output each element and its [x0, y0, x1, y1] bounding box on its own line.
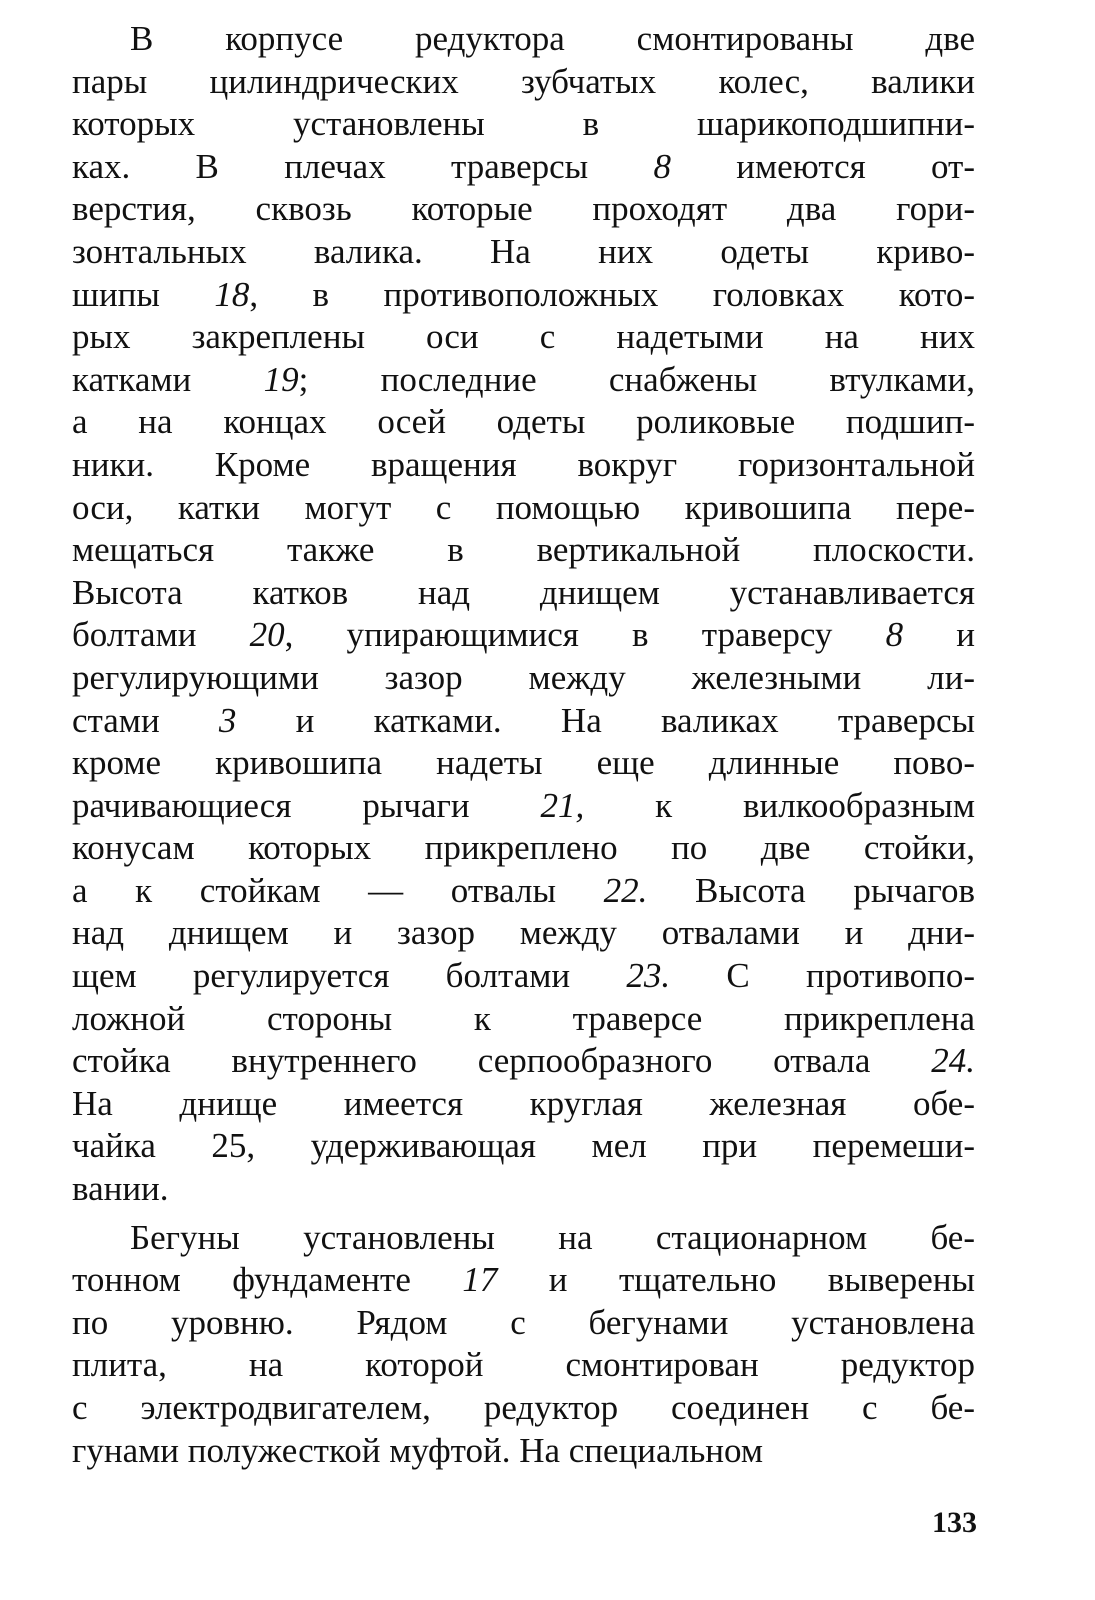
text-run: болтами	[72, 615, 250, 655]
figure-reference: 21,	[540, 785, 585, 825]
text-line	[72, 1217, 975, 1260]
text-run: верстия, сквозь которые проходят два гори-	[72, 189, 975, 229]
text-line	[72, 614, 975, 657]
text-run: С противопо-	[670, 956, 975, 996]
figure-reference: 23.	[626, 956, 671, 996]
figure-reference: 3	[218, 700, 237, 740]
text-run: рачивающиеся рычаги	[72, 785, 541, 825]
text-line	[72, 998, 975, 1041]
text-line	[72, 1168, 975, 1211]
text-line	[72, 401, 975, 444]
text-run: щем регулируется болтами	[72, 956, 627, 996]
text-line	[72, 785, 975, 828]
text-run: которых установлены в шарикоподшипни-	[72, 104, 975, 144]
text-run: с электродвигателем, редуктор соединен с бе-	[72, 1388, 975, 1427]
text-run: ники. Кроме вращения вокруг горизонтальной	[72, 444, 975, 484]
figure-reference: 19	[263, 359, 299, 399]
text-line	[72, 18, 975, 61]
text-line	[72, 1344, 975, 1387]
text-run: шипы	[72, 274, 215, 314]
figure-reference: 18	[214, 274, 250, 314]
text-run: чайка 25, удерживающая мел при перемеши-	[72, 1126, 975, 1166]
text-run: стойка внутреннего серпообразного отвала	[72, 1041, 932, 1081]
text-run: кроме кривошипа надеты еще длинные пово-	[72, 743, 975, 783]
figure-reference: 8	[885, 615, 904, 655]
text-line	[72, 572, 975, 615]
text-run: Высота катков над днищем устанавливается	[72, 572, 975, 612]
paragraph	[72, 1217, 975, 1473]
text-line	[72, 827, 975, 870]
text-line	[72, 912, 975, 955]
text-run: пары цилиндрических зубчатых колес, валики	[72, 61, 975, 101]
text-line	[72, 61, 975, 104]
text-line	[72, 103, 975, 146]
text-run: оси, катки могут с помощью кривошипа пере-	[72, 487, 975, 527]
text-line	[72, 870, 975, 913]
text-run: Высота рычагов	[647, 870, 975, 910]
text-run: мещаться также в вертикальной плоскости.	[72, 530, 975, 570]
text-line	[72, 657, 975, 700]
text-body	[72, 18, 975, 1472]
text-run: и	[903, 615, 975, 655]
text-run: регулирующими зазор между железными ли-	[72, 657, 975, 697]
text-line	[72, 1387, 975, 1430]
figure-reference: 22.	[603, 870, 648, 910]
text-run: плита, на которой смонтирован редуктор	[72, 1345, 975, 1385]
text-run: , упирающимися в траверсу	[284, 615, 886, 655]
text-run: В корпусе редуктора смонтированы две	[130, 19, 975, 58]
figure-reference: 24.	[931, 1041, 975, 1081]
text-run: а к стойкам — отвалы	[72, 870, 604, 910]
text-run: тонном фундаменте	[72, 1260, 463, 1300]
text-line	[72, 316, 975, 359]
text-line	[72, 1302, 975, 1345]
paragraph	[72, 18, 975, 1211]
text-run: катками	[72, 359, 264, 399]
text-run: и катками. На валиках траверсы	[236, 700, 975, 740]
text-run: вании.	[72, 1169, 169, 1209]
text-line	[72, 231, 975, 274]
text-line	[72, 487, 975, 530]
text-line	[72, 742, 975, 785]
text-line	[72, 359, 975, 402]
figure-reference: 20	[249, 615, 285, 655]
text-run: конусам которых прикреплено по две стойки,	[72, 828, 975, 868]
figure-reference: 8	[653, 146, 671, 186]
text-line	[72, 146, 975, 189]
text-run: На днище имеется круглая железная обе-	[72, 1083, 975, 1123]
text-line	[72, 529, 975, 572]
book-page	[72, 18, 975, 1472]
text-run: ; последние снабжены втулками,	[298, 359, 975, 399]
text-run: к вилкообразным	[584, 785, 975, 825]
text-line	[72, 700, 975, 743]
text-line	[72, 188, 975, 231]
text-run: гунами полужесткой муфтой. На специальном	[72, 1430, 764, 1470]
text-run: ках. В плечах траверсы	[72, 146, 654, 186]
text-run: ложной стороны к траверсе прикреплена	[72, 998, 975, 1038]
page-number: 133	[932, 1506, 977, 1539]
text-line	[72, 955, 975, 998]
text-run: Бегуны установлены на стационарном бе-	[130, 1217, 975, 1257]
text-line	[72, 274, 975, 317]
text-run: над днищем и зазор между отвалами и дни-	[72, 913, 975, 953]
text-line	[72, 1430, 975, 1473]
text-run: по уровню. Рядом с бегунами установлена	[72, 1302, 975, 1342]
text-run: и тщательно выверены	[497, 1260, 975, 1300]
figure-reference: 17	[462, 1260, 498, 1300]
text-run: имеются от-	[670, 146, 975, 186]
text-line	[72, 1040, 975, 1083]
text-run: , в противоположных головках кото-	[249, 274, 975, 314]
text-run: зонтальных валика. На них одеты криво-	[72, 231, 975, 271]
text-line	[72, 1259, 975, 1302]
text-line	[72, 444, 975, 487]
text-run: а на концах осей одеты роликовые подшип-	[72, 402, 975, 442]
text-line	[72, 1125, 975, 1168]
text-line	[72, 1083, 975, 1126]
text-run: стами	[72, 700, 219, 740]
text-run: рых закреплены оси с надетыми на них	[72, 317, 975, 357]
